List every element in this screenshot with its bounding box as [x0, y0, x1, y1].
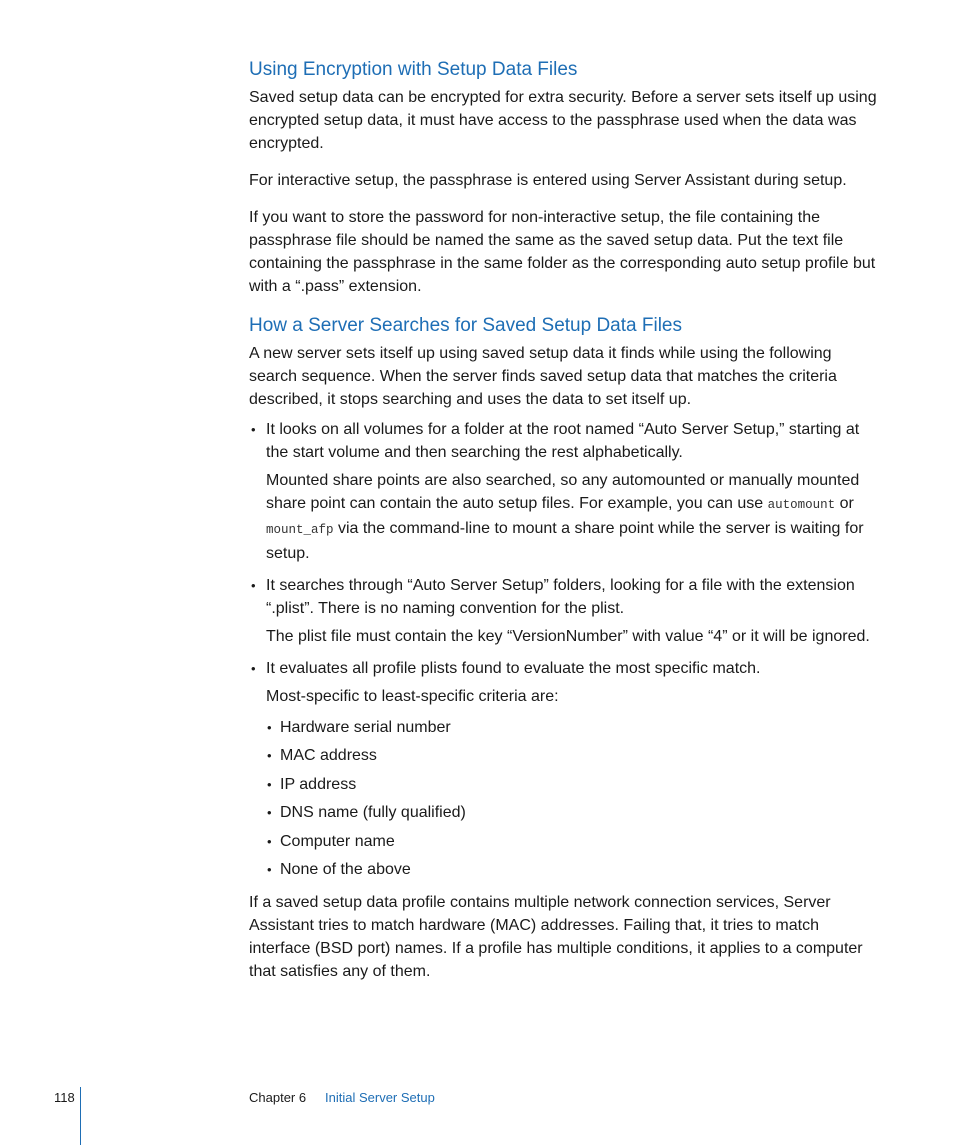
list-item-text: It looks on all volumes for a folder at the root named “Auto Server Setup,” starting at the start volume and then searching the rest alphabetically. [266, 421, 860, 461]
paragraph: If you want to store the password for non-interactive setup, the file containing the passphrase file should be named the same as the saved setup data. Put the text file containing the passphrase in the same folder as the corresponding auto setup profile but with a “.pass” extension. [249, 209, 876, 295]
criteria-item: • DNS name (fully qualified) [266, 801, 879, 824]
criteria-item: • MAC address [266, 744, 879, 767]
criteria-item: • Computer name [266, 830, 879, 853]
paragraph: A new server sets itself up using saved setup data it finds while using the following search sequence. When the server finds saved setup data that matches the criteria described, it stops searching and uses the data to set itself up. [249, 345, 837, 408]
criteria-item: • None of the above [266, 858, 879, 881]
detail-text: via the command-line to mount a share point while the server is waiting for setup. [266, 520, 864, 562]
list-item-detail [266, 469, 879, 565]
page-content [249, 58, 879, 997]
criteria-list [266, 716, 879, 881]
list-item-text: It searches through “Auto Server Setup” folders, looking for a file with the extension “.plist”. There is no naming convention for the plist. [266, 577, 855, 617]
page-number: 118 [54, 1090, 75, 1105]
list-item-text: It evaluates all profile plists found to evaluate the most specific match. [266, 660, 761, 677]
search-sequence-list [249, 418, 879, 881]
paragraph: If a saved setup data profile contains multiple network connection services, Server Assistant tries to match hardware (MAC) addresses. Failing that, it tries to match interface (BSD port) names. If a profile has multiple conditions, it applies to a computer that satisfies any of them. [249, 893, 863, 980]
paragraph: Saved setup data can be encrypted for extra security. Before a server sets itself up using encrypted setup data, it must have access to the passphrase used when the data was encrypted. [249, 89, 877, 152]
footer-rule [80, 1087, 81, 1145]
detail-text: Mounted share points are also searched, so any automounted or manually mounted share point can contain the auto setup files. For example, you can use [266, 472, 860, 512]
code-mount-afp: mount_afp [266, 523, 334, 537]
list-item [249, 657, 879, 881]
detail-text: or [835, 495, 854, 512]
page-footer [0, 1087, 954, 1145]
paragraph: For interactive setup, the passphrase is entered using Server Assistant during setup. [249, 172, 847, 189]
criteria-item: • Hardware serial number [266, 716, 879, 739]
list-item-detail: The plist file must contain the key “VersionNumber” with value “4” or it will be ignored. [266, 628, 870, 645]
criteria-item: • IP address [266, 773, 879, 796]
chapter-title-link[interactable]: Initial Server Setup [325, 1090, 435, 1105]
section-heading-search: How a Server Searches for Saved Setup Data Files [249, 315, 682, 336]
code-automount: automount [767, 498, 836, 512]
list-item-detail: Most-specific to least-specific criteria are: [266, 688, 559, 705]
chapter-label: Chapter 6 [249, 1090, 307, 1105]
list-item [249, 574, 879, 648]
list-item [249, 418, 879, 565]
section-heading-encryption: Using Encryption with Setup Data Files [249, 59, 578, 80]
